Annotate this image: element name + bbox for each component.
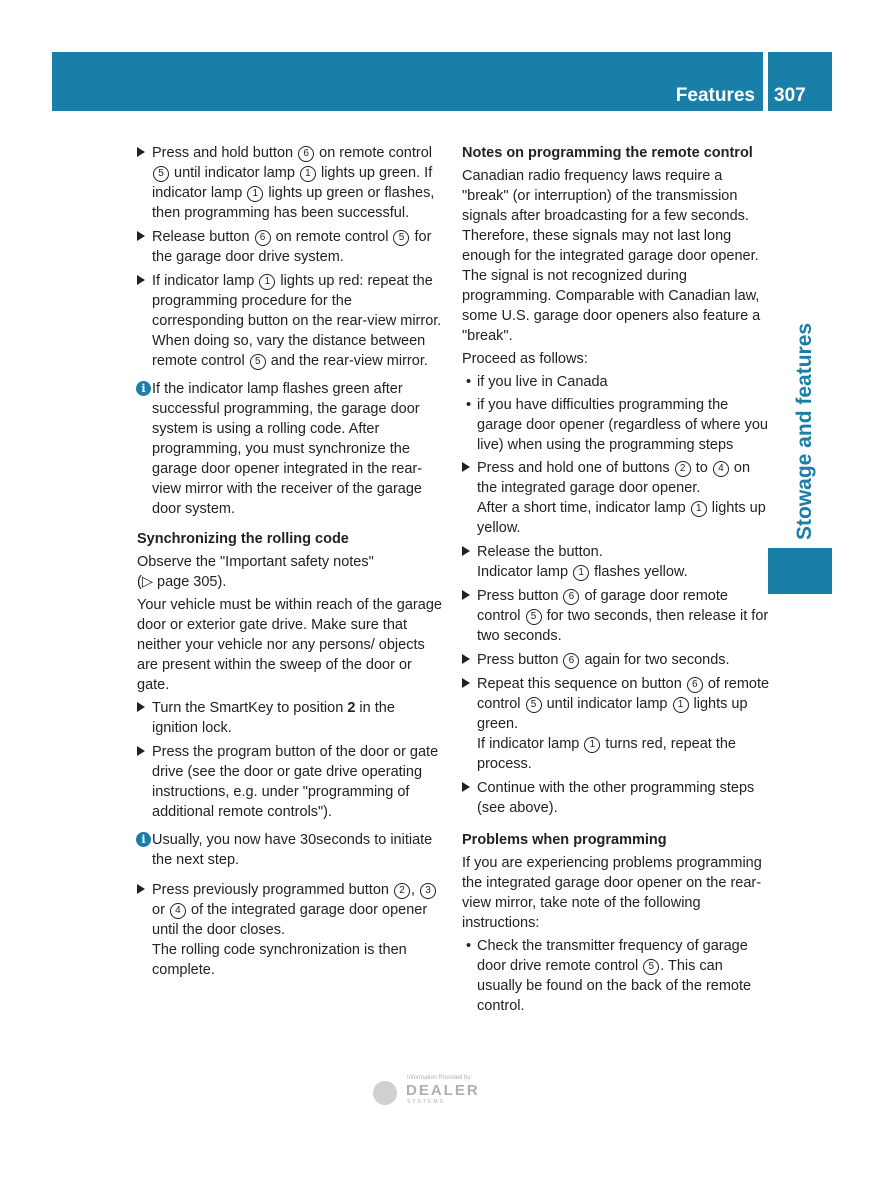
text-segment: flashes yellow. — [590, 564, 688, 580]
header-bar — [52, 52, 763, 111]
step-item — [137, 143, 443, 223]
text-segment: , — [410, 882, 420, 898]
circled-number: 1 — [691, 501, 707, 517]
text-segment: to — [691, 460, 712, 476]
right-column — [462, 143, 770, 1019]
step-text — [152, 229, 431, 265]
triangle-arrow-icon — [462, 590, 470, 600]
step-text — [477, 588, 768, 644]
watermark-caption: Information Provided by: — [407, 1075, 473, 1081]
text-segment: or — [152, 902, 169, 918]
page-number: 307 — [774, 85, 806, 106]
paragraph: Proceed as follows: — [462, 351, 588, 367]
text-segment: turns red, repeat the process. — [477, 736, 736, 772]
step-text — [477, 938, 751, 1014]
left-column — [137, 143, 443, 984]
step-text — [152, 882, 437, 938]
step-text: Release the button. — [477, 544, 603, 560]
triangle-arrow-icon — [137, 231, 145, 241]
bullet-text: if you live in Canada — [477, 374, 608, 390]
triangle-arrow-icon — [462, 678, 470, 688]
triangle-arrow-icon — [462, 546, 470, 556]
text-segment: of garage door remote control — [477, 588, 728, 624]
circled-number: 6 — [563, 589, 579, 605]
step-text — [152, 145, 434, 221]
problems-heading: Problems when programming — [462, 832, 667, 848]
step-item — [462, 650, 770, 670]
info-icon: i — [136, 381, 151, 396]
text-segment: . This can usually be found on the back of the remote control. — [477, 958, 752, 1014]
sync-heading: Synchronizing the rolling code — [137, 531, 349, 547]
side-tab-label: Stowage and features — [793, 322, 816, 540]
text-segment: until indicator lamp — [542, 696, 672, 712]
step-text — [477, 676, 769, 732]
circled-number: 3 — [420, 883, 436, 899]
paragraph — [137, 552, 443, 592]
position-value: 2 — [347, 700, 356, 716]
triangle-arrow-icon — [137, 884, 145, 894]
step-text — [477, 652, 730, 668]
text-segment: for the garage door drive system. — [152, 229, 432, 265]
circled-number: 5 — [153, 166, 169, 182]
circled-number: 6 — [255, 230, 271, 246]
text-segment: If indicator lamp — [152, 273, 259, 289]
paragraph: If you are experiencing problems programming the integrated garage door opener on the rear-view mirror, take note of the following instructions: — [462, 855, 762, 931]
text-segment: Repeat this sequence on button — [477, 676, 686, 692]
text-segment: After a short time, indicator lamp — [477, 500, 690, 516]
circled-number: 6 — [687, 677, 703, 693]
step-item — [462, 586, 770, 646]
circled-number: 4 — [713, 461, 729, 477]
text-segment: and the rear-view mirror. — [266, 353, 428, 369]
paragraph: Canadian radio frequency laws require a "break" (or interruption) of the transmission signals after broadcasting for a few seconds. Therefore, these signals may not last long enough for the integrated garage door opener. The signal is not recognized during programming. Comparable with Canadian law, some U.S. garage door openers also feature a "break". — [462, 168, 761, 344]
bullet-item: • if you have difficulties programming the garage door opener (regardless of where you live) when using the programming steps — [466, 397, 768, 453]
step-text — [477, 460, 750, 496]
watermark-brand: DEALER — [406, 1082, 480, 1099]
circled-number: 1 — [259, 274, 275, 290]
text-segment: until indicator lamp — [170, 165, 299, 181]
circled-number: 5 — [526, 609, 542, 625]
triangle-arrow-icon — [137, 702, 145, 712]
triangle-arrow-icon — [462, 782, 470, 792]
step-item — [462, 542, 770, 582]
info-text: Usually, you now have 30seconds to initiate the next step. — [152, 832, 433, 868]
text-segment: Release button — [152, 229, 254, 245]
safety-notes-text: Observe the "Important safety notes" — [137, 554, 374, 570]
step-item — [462, 674, 770, 774]
text-segment: of the integrated garage door opener until the door closes. — [152, 902, 428, 938]
info-text: If the indicator lamp flashes green after successful programming, the garage door system is using a rolling code. After programming, you must synchronize the garage door opener integrated in the rear-view mirror with the receiver of the garage door system. — [152, 381, 423, 517]
text-segment: for two seconds, then release it for two seconds. — [477, 608, 769, 644]
circled-number: 1 — [300, 166, 316, 182]
text-segment: lights up green or flashes, then programming has been successful. — [152, 185, 435, 221]
text-segment: Indicator lamp — [477, 564, 573, 580]
notes-heading: Notes on programming the remote control — [462, 145, 753, 161]
triangle-arrow-icon — [137, 275, 145, 285]
circled-number: 1 — [673, 697, 689, 713]
text-segment: lights up green. — [477, 696, 748, 732]
text-segment: Turn the SmartKey to position — [152, 700, 348, 716]
step-text — [152, 273, 441, 369]
text-segment: If indicator lamp — [477, 736, 584, 752]
text-segment: Press and hold button — [152, 145, 298, 161]
circled-number: 5 — [643, 959, 659, 975]
text-segment: in the ignition lock. — [152, 700, 395, 736]
text-segment: Check the transmitter frequency of garage door drive remote control — [477, 938, 748, 974]
text-segment: again for two seconds. — [580, 652, 730, 668]
text-segment: on remote control — [271, 229, 393, 245]
bullet-item: • if you live in Canada — [466, 374, 608, 390]
page-reference-link[interactable]: (▷ page 305). — [137, 574, 227, 590]
step-item — [137, 227, 443, 267]
triangle-arrow-icon — [462, 654, 470, 664]
step-text: Continue with the other programming steps (see above). — [477, 780, 755, 816]
text-segment: Press previously programmed button — [152, 882, 393, 898]
step-item — [137, 271, 443, 371]
step-text — [477, 500, 766, 536]
info-icon: i — [136, 832, 151, 847]
circled-number: 6 — [563, 653, 579, 669]
text-segment: of remote control — [477, 676, 770, 712]
circled-number: 2 — [675, 461, 691, 477]
triangle-arrow-icon — [462, 462, 470, 472]
info-note — [137, 379, 443, 519]
step-item — [137, 742, 443, 822]
step-item — [137, 880, 443, 980]
step-item — [137, 698, 443, 738]
step-text: Press the program button of the door or gate drive (see the door or gate drive operating instructions, e.g. under "programming of additional remote controls"). — [152, 744, 439, 820]
circled-number: 1 — [247, 186, 263, 202]
circled-number: 2 — [394, 883, 410, 899]
text-segment: lights up yellow. — [477, 500, 766, 536]
triangle-arrow-icon — [137, 147, 145, 157]
side-tab-marker — [768, 548, 832, 594]
page-number-box — [768, 52, 832, 111]
circled-number: 5 — [393, 230, 409, 246]
paragraph: Your vehicle must be within reach of the garage door or exterior gate drive. Make sure that neither your vehicle nor any persons/ objects are present within the sweep of the door or gate. — [137, 597, 442, 693]
circled-number: 1 — [573, 565, 589, 581]
dealer-logo-icon — [373, 1081, 397, 1105]
text-segment: lights up red: repeat the programming procedure for the corresponding button on the rear-view mirror. When doing so, vary the distance between remote control — [152, 273, 442, 369]
triangle-arrow-icon — [137, 746, 145, 756]
circled-number: 4 — [170, 903, 186, 919]
step-item — [462, 458, 770, 538]
section-title: Features — [675, 85, 755, 106]
step-item — [462, 778, 770, 818]
info-note — [137, 830, 443, 870]
circled-number: 6 — [298, 146, 314, 162]
text-segment: Press button — [477, 652, 563, 668]
text-segment: lights up green. If indicator lamp — [152, 165, 433, 201]
watermark-sub: SYSTEMS — [407, 1099, 445, 1105]
step-text — [477, 736, 736, 772]
dealer-watermark — [373, 1073, 503, 1109]
text-segment: on the integrated garage door opener. — [477, 460, 751, 496]
step-result: The rolling code synchronization is then complete. — [152, 942, 407, 978]
step-text — [477, 564, 688, 580]
step-text — [152, 700, 395, 736]
bullet-text: if you have difficulties programming the garage door opener (regardless of where you live) when using the programming steps — [477, 397, 768, 453]
text-segment: on remote control — [315, 145, 432, 161]
text-segment: Press button — [477, 588, 563, 604]
circled-number: 5 — [250, 354, 266, 370]
circled-number: 1 — [584, 737, 600, 753]
text-segment: Press and hold one of buttons — [477, 460, 674, 476]
circled-number: 5 — [526, 697, 542, 713]
bullet-item: • Check the transmitter frequency of garage door drive remote control 5 . This can usually be found on the back of the remote control. — [466, 938, 752, 1014]
